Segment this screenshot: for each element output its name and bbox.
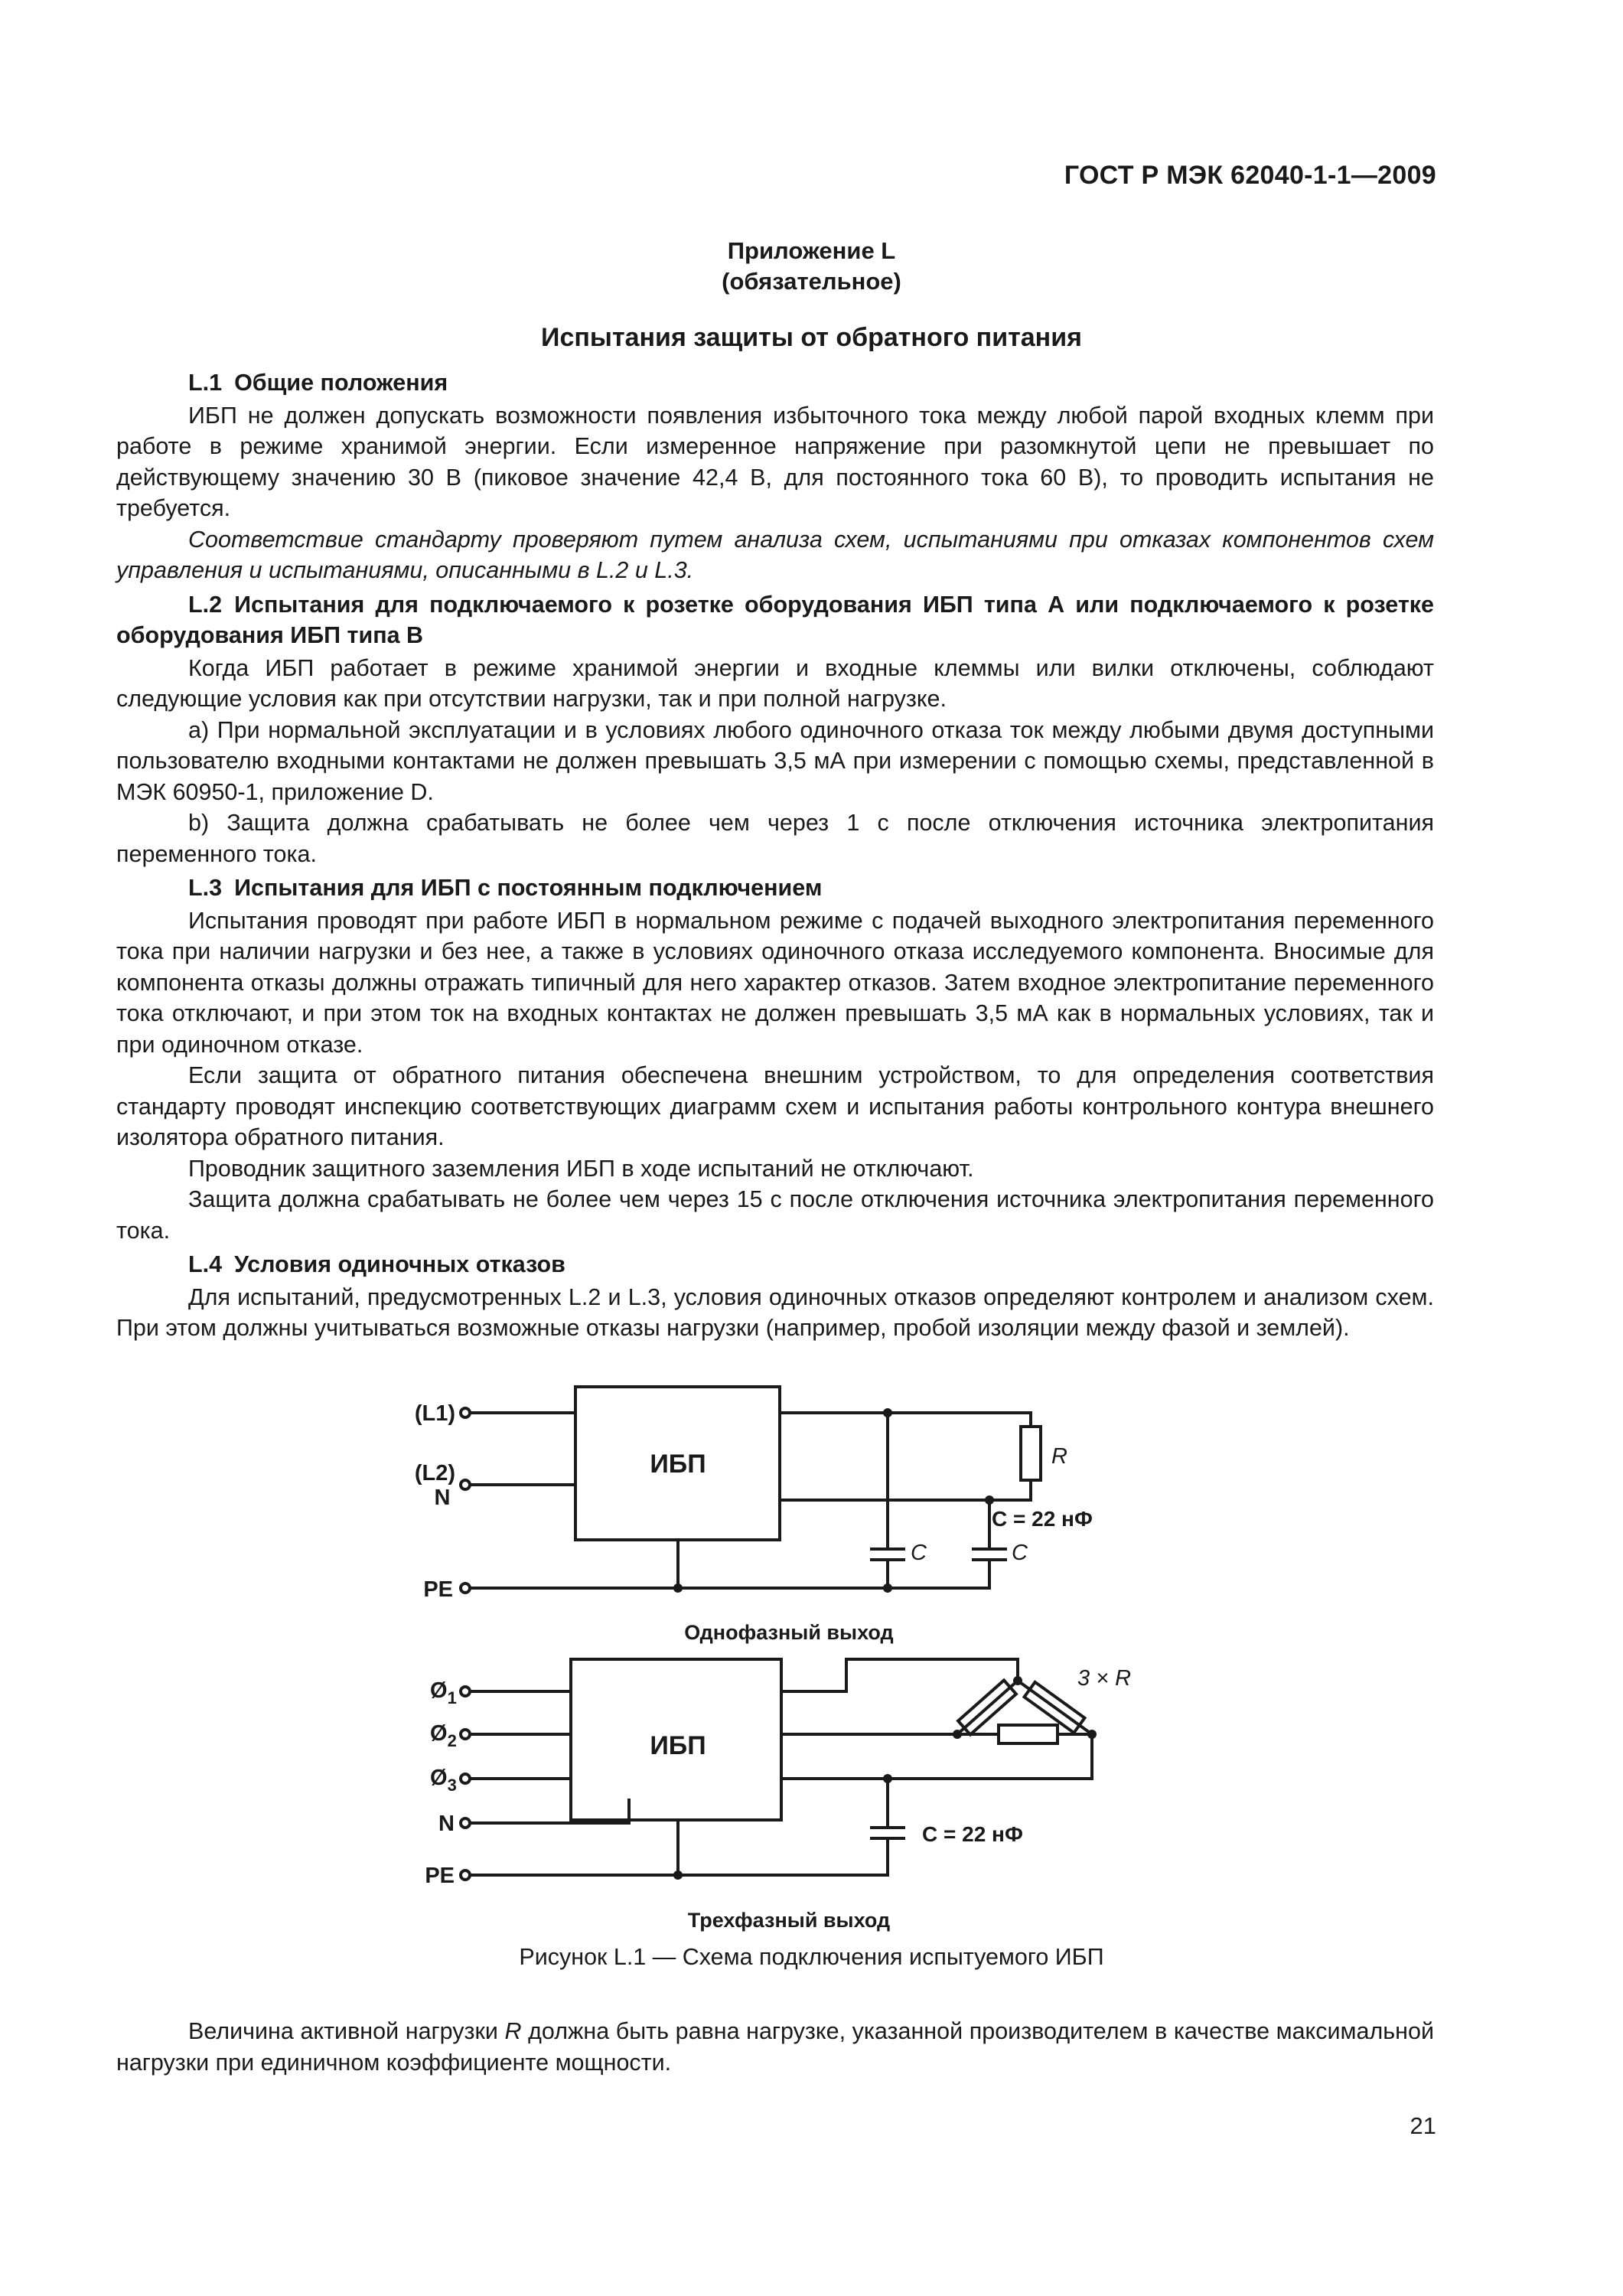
- phase-3-label: $Ø_3$: [430, 1766, 457, 1795]
- paragraph: Когда ИБП работает в режиме хранимой энергии и входные клеммы или вилки отключены, соблюдают следующие условия как при отсутствии нагрузки, так и при полной нагрузке.: [116, 654, 1434, 712]
- single-phase-subtitle: Однофазный выход: [684, 1621, 894, 1644]
- capacitance-value: C = 22 нФ: [992, 1507, 1093, 1531]
- page-title: Испытания защиты от обратного питания: [541, 323, 1082, 352]
- single-phase-circuit: [415, 1387, 1093, 1644]
- list-item-b: b) Защита должна срабатывать не более чем через 1 с после отключения источника электропитания переменного тока.: [116, 810, 1434, 867]
- resistor: [999, 1725, 1058, 1743]
- standard-header: ГОСТ Р МЭК 62040-1-1—2009: [1064, 161, 1436, 190]
- three-phase-subtitle: Трехфазный выход: [687, 1909, 891, 1932]
- appendix-status: (обязательное): [722, 268, 901, 295]
- resistor-label: 3 × R: [1077, 1666, 1132, 1691]
- paragraph-italic: Соответствие стандарту проверяют путем анализа схем, испытаниями при отказах компонентов схем управления и испытаниями, описанными в L.2 и L.3.: [116, 526, 1434, 583]
- resistor-label: R: [1051, 1444, 1067, 1469]
- paragraph: Испытания проводят при работе ИБП в нормальном режиме с подачей выходного электропитания переменного тока при наличии нагрузки и без нее, а также в условиях одиночного отказа исследуемого компонента. Вносимые для компонента отказы должны отражать типичный для него характер отказов. Затем входное электропитание переменного тока отключают, и при этом ток на входных контактах не должен превышать 3,5 мА как в нормальных условиях, так и при одиночном отказе.: [116, 907, 1434, 1058]
- section-heading-l3: L.3 Испытания для ИБП с постоянным подключением: [188, 875, 823, 901]
- terminal-n: N: [438, 1812, 455, 1836]
- section-heading-l2: L.2 Испытания для подключаемого к розетке оборудования ИБП типа А или подключаемого к розетке оборудования ИБП типа В: [116, 591, 1434, 648]
- resistor: [1021, 1427, 1041, 1480]
- paragraph: Если защита от обратного питания обеспечена внешним устройством, то для определения соответствия стандарту проводят инспекцию соответствующих диаграмм схем и испытания работы контрольного контура внешнего изолятора обратного питания.: [116, 1062, 1434, 1150]
- three-phase-circuit: [425, 1659, 1131, 1932]
- capacitor-label: C: [911, 1541, 927, 1565]
- terminal-l1: (L1): [414, 1401, 455, 1426]
- paragraph: Проводник защитного заземления ИБП в ходе испытаний не отключают.: [188, 1155, 974, 1182]
- final-paragraph: Величина активной нагрузки R должна быть равна нагрузке, указанной производителем в качестве максимальной нагрузки при единичном коэффициенте мощности.: [116, 2018, 1434, 2076]
- ups-label: ИБП: [650, 1450, 706, 1479]
- phase-1-label: $Ø_1$: [430, 1678, 457, 1707]
- figure-caption: Рисунок L.1 — Схема подключения испытуемого ИБП: [519, 1944, 1104, 1970]
- terminal-pe: PE: [425, 1864, 455, 1888]
- ups-label: ИБП: [650, 1731, 706, 1760]
- section-heading-l4: L.4 Условия одиночных отказов: [188, 1251, 565, 1277]
- paragraph: Защита должна срабатывать не более чем через 15 с после отключения источника электропитания переменного тока.: [116, 1186, 1434, 1244]
- terminal-pe: PE: [423, 1577, 453, 1602]
- section-heading-l1: L.1 Общие положения: [188, 370, 448, 396]
- capacitor-label: C: [1012, 1541, 1028, 1565]
- paragraph: Для испытаний, предусмотренных L.2 и L.3, условия одиночных отказов определяют контролем и анализом схем. При этом должны учитываться возможные отказы нагрузки (например, пробой изоляции между фазой и землей).: [116, 1283, 1434, 1341]
- terminal-l2: (L2): [414, 1461, 455, 1486]
- page-number: 21: [1410, 2112, 1436, 2139]
- capacitance-value: C = 22 нФ: [922, 1822, 1023, 1846]
- paragraph: ИБП не должен допускать возможности появления избыточного тока между любой парой входных клемм при работе в режиме хранимой энергии. Если измеренное напряжение при разомкнутой цепи не превышает по действующему значению 30 В (пиковое значение 42,4 В, для постоянного тока 60 В), то проводить испытания не требуется.: [116, 402, 1434, 521]
- phase-2-label: $Ø_2$: [430, 1721, 457, 1750]
- terminal-n: N: [434, 1486, 451, 1510]
- appendix-title: Приложение L: [727, 237, 896, 264]
- list-item-a: a) При нормальной эксплуатации и в условиях любого одиночного отказа ток между любыми двумя доступными пользователю входными контактами не должен превышать 3,5 мА при измерении с помощью схемы, представленной в МЭК 60950-1, приложение D.: [116, 716, 1434, 805]
